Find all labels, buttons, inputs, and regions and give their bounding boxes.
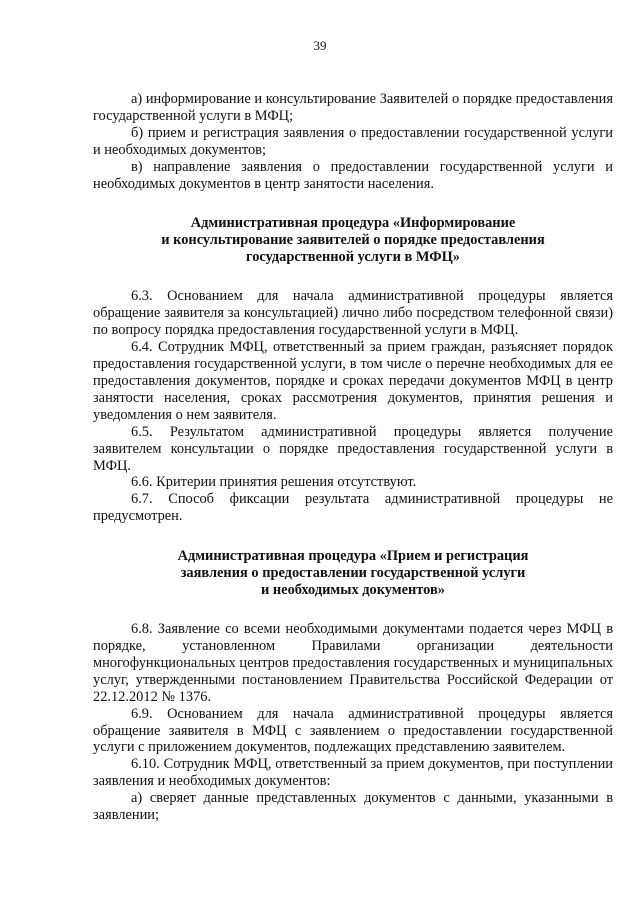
heading-line: государственной услуги в МФЦ» [246,249,460,266]
paragraph-6-9: 6.9. Основанием для начала административной процедуры является обращение заявителя в МФЦ с заявлением о предоставлении государственной услуги с приложением документов, подлежащих представлению заявителем. [93,705,613,756]
paragraph-6-5: 6.5. Результатом административной процедуры является получение заявителем консультации о порядке предоставления государственной услуги в МФЦ. [93,423,613,474]
paragraph-6-10-a: а) сверяет данные представленных документов с данными, указанными в заявлении; [93,790,613,824]
paragraph-6-8: 6.8. Заявление со всеми необходимыми документами подается через МФЦ в порядке, установленном Правилами организации деятельности многофункциональных центров предоставления государственных и муниципальных услуг, утвержденными постановлением Правительства Российской Федерации от 22.12.2012 № 1376. [93,621,613,705]
section-heading-registration [93,548,613,599]
paragraph-6-3: 6.3. Основанием для начала административной процедуры является обращение заявителя за консультацией) лично либо посредством телефонной связи) по вопросу порядка предоставления государственной услуги в МФЦ. [93,288,613,339]
paragraph-6-4: 6.4. Сотрудник МФЦ, ответственный за прием граждан, разъясняет порядок предоставления государственной услуги, в том числе о перечне необходимых для ее предоставления документов, порядке и сроках передачи документов МФЦ в центр занятости населения, сроках рассмотрения документов, принятия решения и уведомления о нем заявителя. [93,339,613,423]
paragraph-6-10: 6.10. Сотрудник МФЦ, ответственный за прием документов, при поступлении заявления и необходимых документов: [93,756,613,790]
section-heading-informing [93,215,613,266]
page-number: 39 [313,38,327,53]
paragraph-6-7: 6.7. Способ фиксации результата административной процедуры не предусмотрен. [93,491,613,525]
list-item-a: а) информирование и консультирование Заявителей о порядке предоставления государственной услуги в МФЦ; [93,91,613,124]
heading-line: и консультирование заявителей о порядке предоставления [161,232,545,249]
document-body [93,91,613,824]
list-item-b: б) прием и регистрация заявления о предоставлении государственной услуги и необходимых документов; [93,124,613,158]
paragraph-6-6: 6.6. Критерии принятия решения отсутствуют. [131,474,417,491]
heading-line: и необходимых документов» [261,582,445,599]
heading-line: заявления о предоставлении государственной услуги [180,565,526,582]
heading-line: Административная процедура «Прием и регистрация [177,548,529,565]
list-item-c: в) направление заявления о предоставлении государственной услуги и необходимых документов в центр занятости населения. [93,158,613,192]
heading-line: Административная процедура «Информирование [190,215,516,232]
